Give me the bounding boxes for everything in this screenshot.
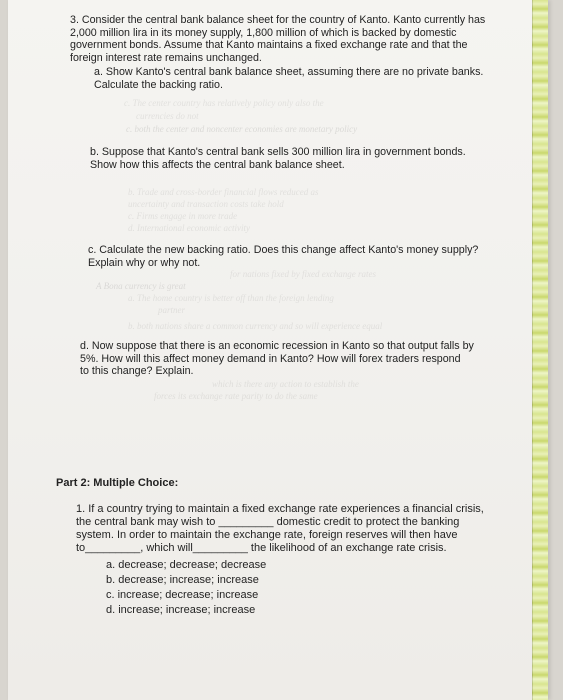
show-through-text: for nations fixed by fixed exchange rates [230,269,376,279]
answer-option-c: c. increase; decrease; increase [106,589,259,601]
show-through-text: c. The center country has relatively policy only also the [124,98,324,108]
show-through-text: c. both the center and noncenter economies are monetary policy [126,124,358,134]
show-through-text: b. both nations share a common currency and so will experience equal [128,321,383,331]
question-3d: d. Now suppose that there is an economic recession in Kanto so that output falls by 5%. How will this affect money demand in Kanto? How will forex traders respond to this change? Explain. [80,340,474,378]
question-3b: b. Suppose that Kanto's central bank sells 300 million lira in government bonds. Show how this affects the central bank balance sheet. [90,146,466,171]
worksheet-page [8,0,548,700]
show-through-text: A Bona currency is great [96,281,186,291]
show-through-text: d. International economic activity [128,223,250,233]
answer-option-d: d. increase; increase; increase [106,604,256,616]
answer-option-b: b. decrease; increase; increase [106,574,259,586]
show-through-text: currencies do not [136,111,199,121]
question-3c: c. Calculate the new backing ratio. Does this change affect Kanto's money supply? Explain why or why not. [88,244,479,269]
answer-option-a: a. decrease; decrease; decrease [106,559,267,571]
question-3-prompt: 3. Consider the central bank balance sheet for the country of Kanto. Kanto currently has 2,000 million lira in its money supply, 1,800 million of which is backed by domestic government bonds. Assume that Kanto maintains a fixed exchange rate and that the foreign interest rate remains unchanged. [70,14,486,64]
multiple-choice-question-1: 1. If a country trying to maintain a fixed exchange rate experiences a financial crisis, the central bank may wish to _________ domestic credit to protect the banking system. In order to maintain the exchange rate, foreign reserves will then have to_________, which will_________ the likelihood of an exchange rate crisis. [76,503,484,554]
part-2-title: Part 2: Multiple Choice: [56,477,179,489]
show-through-text: which is there any action to establish the [212,379,359,389]
show-through-text: forces its exchange rate parity to do the same [154,391,318,401]
show-through-text: a. The home country is better off than the foreign lending [128,293,334,303]
question-3a: a. Show Kanto's central bank balance sheet, assuming there are no private banks. Calculate the backing ratio. [94,66,484,91]
show-through-text: b. Trade and cross-border financial flows reduced as [128,187,319,197]
page-edge [532,0,548,700]
show-through-text: uncertainty and transaction costs take hold [128,199,284,209]
show-through-text: c. Firms engage in more trade [128,211,238,221]
show-through-text: partner [158,305,185,315]
